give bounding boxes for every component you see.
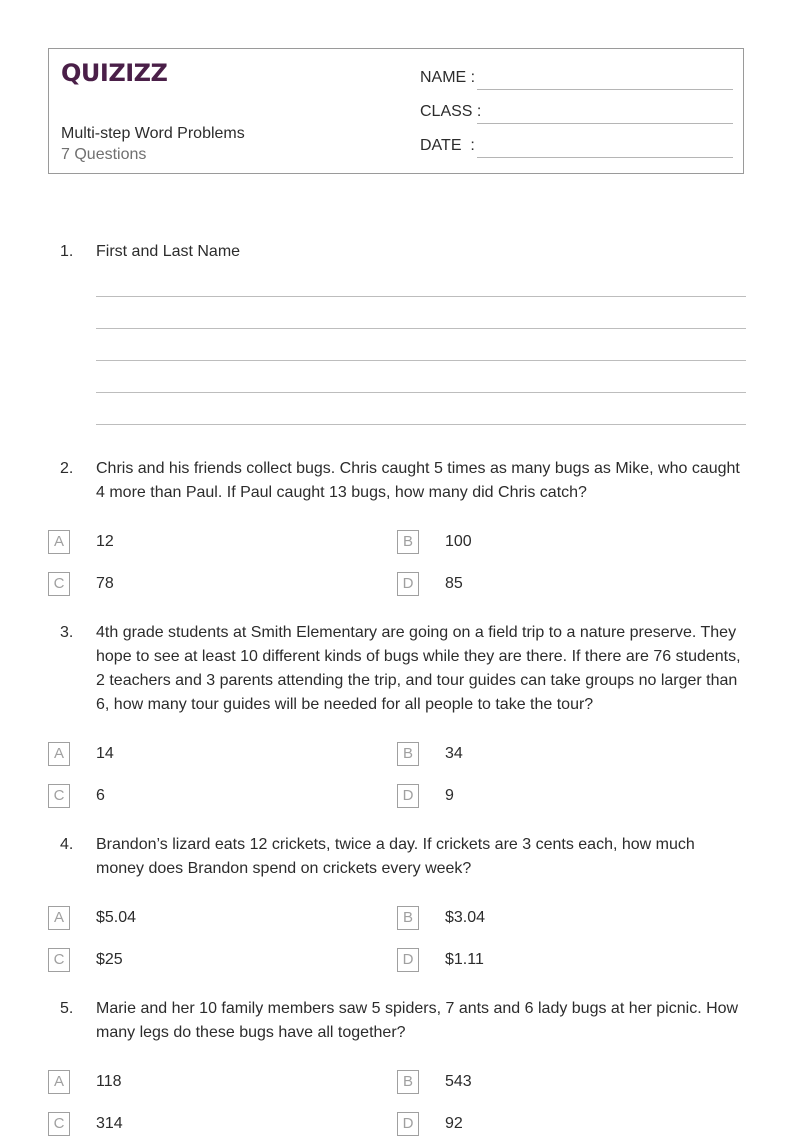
answer-line[interactable] — [96, 296, 746, 297]
question-number: 2. — [60, 460, 74, 477]
option-a-text: $5.04 — [96, 909, 137, 926]
option-d-box[interactable]: D — [397, 1112, 419, 1136]
name-label: NAME : — [420, 69, 476, 86]
quizizz-logo: QUIZIZZ — [61, 59, 168, 87]
option-d-text: 9 — [445, 787, 454, 804]
question-text: 4th grade students at Smith Elementary are going on a field trip to a nature preserve. They hope to see at least 10 different kinds of bugs while they are there. If there are 76 students, 2 teachers and 3 parents attending the trip, and tour guides can take groups no larger than 6, how many tour guides will be needed for all people to take the tour? — [96, 624, 741, 713]
option-d-text: 92 — [445, 1115, 463, 1132]
option-d-box[interactable]: D — [397, 784, 419, 808]
class-label: CLASS : — [420, 103, 482, 120]
answer-line[interactable] — [96, 392, 746, 393]
option-a-box[interactable]: A — [48, 530, 70, 554]
option-b-text: 34 — [445, 745, 463, 762]
option-a-text: 118 — [96, 1073, 122, 1090]
option-b-box[interactable]: B — [397, 906, 419, 930]
option-d-box[interactable]: D — [397, 948, 419, 972]
option-d-text: $1.11 — [445, 951, 484, 968]
name-line[interactable] — [477, 89, 733, 90]
option-b-text: $3.04 — [445, 909, 486, 926]
option-a-text: 14 — [96, 745, 114, 762]
option-c-box[interactable]: C — [48, 572, 70, 596]
option-b-text: 543 — [445, 1073, 472, 1090]
option-d-box[interactable]: D — [397, 572, 419, 596]
option-a-box[interactable]: A — [48, 742, 70, 766]
option-a-box[interactable]: A — [48, 906, 70, 930]
date-label: DATE : — [420, 137, 475, 154]
question-number: 5. — [60, 1000, 74, 1017]
option-c-box[interactable]: C — [48, 1112, 70, 1136]
question-number: 3. — [60, 624, 74, 641]
class-line[interactable] — [477, 123, 733, 124]
worksheet-title: Multi-step Word Problems — [61, 125, 245, 142]
option-a-text: 12 — [96, 533, 114, 550]
option-a-box[interactable]: A — [48, 1070, 70, 1094]
answer-line[interactable] — [96, 424, 746, 425]
date-line[interactable] — [477, 157, 733, 158]
option-c-text: 314 — [96, 1115, 123, 1132]
option-d-text: 85 — [445, 575, 463, 592]
option-c-box[interactable]: C — [48, 948, 70, 972]
option-b-box[interactable]: B — [397, 1070, 419, 1094]
question-text: Brandon’s lizard eats 12 crickets, twice a day. If crickets are 3 cents each, how much money does Brandon spend on crickets every week? — [96, 836, 695, 877]
question-text: First and Last Name — [96, 243, 241, 260]
question-count: 7 Questions — [61, 146, 147, 163]
option-c-box[interactable]: C — [48, 784, 70, 808]
option-c-text: 6 — [96, 787, 105, 804]
answer-line[interactable] — [96, 328, 746, 329]
question-number: 1. — [60, 243, 74, 260]
option-c-text: 78 — [96, 575, 114, 592]
option-b-box[interactable]: B — [397, 530, 419, 554]
answer-line[interactable] — [96, 360, 746, 361]
option-c-text: $25 — [96, 951, 123, 968]
worksheet-header — [48, 48, 744, 174]
question-text: Chris and his friends collect bugs. Chris caught 5 times as many bugs as Mike, who caught 4 more than Paul. If Paul caught 13 bugs, how many did Chris catch? — [96, 460, 740, 501]
option-b-box[interactable]: B — [397, 742, 419, 766]
question-number: 4. — [60, 836, 74, 853]
question-text: Marie and her 10 family members saw 5 spiders, 7 ants and 6 lady bugs at her picnic. How many legs do these bugs have all together? — [96, 1000, 739, 1041]
option-b-text: 100 — [445, 533, 472, 550]
